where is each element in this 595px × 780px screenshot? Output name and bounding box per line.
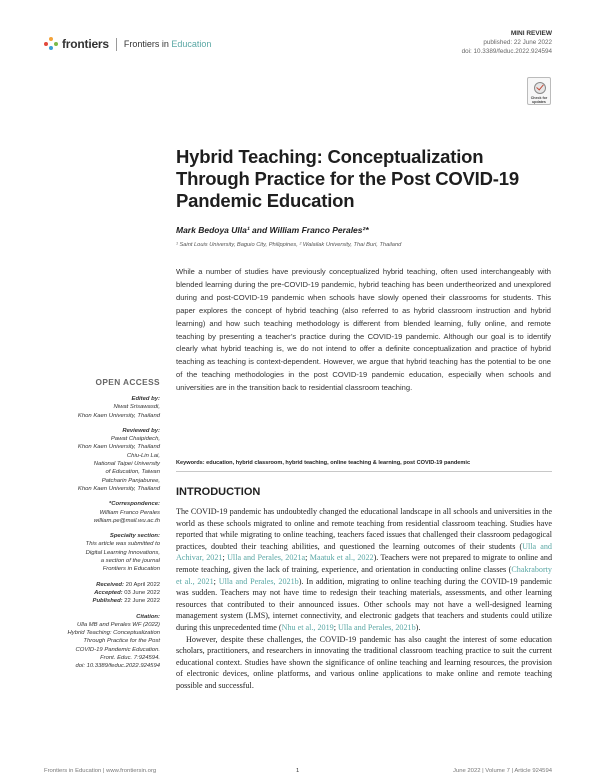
specialty-line: This article was submitted to: [85, 541, 160, 548]
keywords-label: Keywords:: [176, 460, 205, 466]
citation-link[interactable]: Ulla and Achivar, 2021: [176, 541, 552, 563]
footer-volume: June 2022 | Volume 7 | Article 924594: [452, 768, 552, 774]
edited-by-label: Edited by:: [131, 396, 160, 402]
body-text-run: ). In addition, migrating to online teaching during the COVID-19 pandemic was sudden. Teachers may not have time to redesign their teaching materials, assessments, and other learning resources that contributed to their announced issues. Other schools may not have a well-designed learning management system (LMS), internet connectivity, and electronic gadgets that teachers and students could utilize during this unprecedented time (: [176, 576, 553, 632]
citation-line: Hybrid Teaching: Conceptualization: [67, 630, 160, 637]
citation-line: Front. Educ. 7:924594.: [100, 655, 160, 662]
specialty-line: Frontiers in Education: [102, 566, 160, 573]
body-text-run: The COVID-19 pandemic has undoubtedly changed the educational landscape in all schools and universities in the world as these schools migrated to online and remote teaching from residential classroom teaching. Studies have reported that while migrating to online teaching, teachers faced issues that challenged their classroom pedagogical practices, doubted their teaching abilities, and questioned the learning outcomes of their students (: [176, 507, 552, 551]
citation-line: COVID-19 Pandemic Education.: [75, 646, 160, 653]
journal-prefix: Frontiers in: [123, 39, 169, 49]
body-text-run: However, despite these challenges, the COVID-19 pandemic has also caught the interest of some education scholars, practitioners, and researchers in innovating the traditional classroom teaching practice to suit the current educational context. Studies have shown the significance of online teaching and learning resources, the provision of electronic devices, online platforms, and various online applications to make online and remote teaching possible and successful.: [176, 634, 552, 690]
editor-affiliation: Khon Kaen University, Thailand: [77, 412, 160, 419]
paragraph-2: [176, 634, 552, 692]
reviewer-line: National Taipei University: [93, 461, 160, 468]
editor-name: Niwat Srisawasdi,: [113, 404, 160, 411]
article-type: MINI REVIEW: [510, 30, 552, 37]
body-text-run: ). Teachers were not prepared to migrate to online and remote teaching, given the lack of training, experience, and orientation in conducting online classes (: [176, 553, 553, 574]
article-dates: [40, 581, 160, 606]
check-icon: [534, 82, 546, 94]
open-access-label: OPEN ACCESS: [95, 377, 160, 387]
reviewed-by-label: Reviewed by:: [122, 427, 160, 434]
body-text-run: ).: [415, 622, 421, 632]
citation-link[interactable]: Maatuk et al., 2022: [309, 553, 374, 563]
author-list: Mark Bedoya Ulla¹ and William Franco Perales²*: [176, 225, 369, 235]
check-for-updates-label: Check for updates: [530, 96, 548, 104]
published-date-sidebar: Published: 22 June 2022: [92, 598, 160, 605]
article-info-sidebar: [40, 377, 160, 671]
article-title: Hybrid Teaching: Conceptualization Through Practice for the Post COVID-19 Pandemic Education: [176, 146, 519, 211]
reviewer-line: Pawat Chaipidech,: [110, 436, 160, 443]
specialty-section-label: Specialty section:: [109, 533, 160, 540]
article-meta: [462, 29, 552, 56]
citation-line: Ulla MB and Perales WF (2022): [76, 621, 160, 628]
citation-link[interactable]: Ulla and Perales, 2021b: [338, 622, 416, 632]
body-text-run: ;: [213, 576, 219, 586]
reviewer-line: Khon Kaen University, Thailand: [77, 444, 160, 451]
check-for-updates-badge[interactable]: [527, 77, 551, 105]
journal-subject: Education: [171, 39, 212, 49]
citation-label: Citation:: [136, 613, 160, 620]
specialty-line: a section of the journal: [100, 558, 160, 565]
body-text-run: ;: [333, 622, 339, 632]
affiliations: ¹ Saint Louis University, Baguio City, Philippines, ² Walailak University, Thai Buri, Thailand: [176, 242, 402, 248]
article-doi[interactable]: doi: 10.3389/feduc.2022.924594: [461, 48, 552, 55]
reviewer-line: of Education, Taiwan: [105, 469, 160, 476]
citation-link[interactable]: Chakraborty et al., 2021: [176, 564, 552, 586]
citation-link[interactable]: Ulla and Perales, 2021b: [218, 576, 299, 586]
correspondence-label: *Correspondence:: [108, 501, 160, 508]
keywords: [176, 460, 556, 466]
publisher-name: frontiers: [62, 37, 109, 51]
received-date: Received: 20 April 2022: [96, 581, 160, 588]
reviewer-line: Patcharin Panjaburee,: [101, 477, 160, 484]
page-number: 1: [296, 768, 300, 774]
correspondent-name: William Franco Perales: [99, 509, 160, 516]
abstract: While a number of studies have previously conceptualized hybrid teaching, often used interchangeably with blended learning during the pre-COVID-19 pandemic, hybrid teaching has been undertheorized and unexplored during and post-COVID-19 pandemic when schools have slowly opened their classrooms for students. This paper explores the concept of hybrid teaching (also referred to as hybrid classroom instruction and hybrid learning) and how such teaching methodology is different from blended learning, fully online, and remote teaching by presenting a teacher’s practice during the COVID-19 pandemic. Although our goal is to identify clearly what hybrid teaching is, we do not intend to offer a definite conceptualization and practice of hybrid teaching as teaching is context-dependent. However, we argue that hybrid teaching has the potential to be one of the teaching methodologies in the post COVID-19 pandemic education, especially when schools and universities are in the transition back to residential classroom teaching.: [176, 267, 551, 393]
correspondent-email[interactable]: william.pe@mail.wu.ac.th: [93, 517, 160, 524]
reviewer-line: Chiu-Lin Lai,: [126, 452, 160, 459]
publisher-logo[interactable]: [44, 36, 211, 52]
reviewer-line: Khon Kaen University, Thailand: [77, 485, 160, 492]
citation-link[interactable]: Nhu et al., 2019: [281, 622, 334, 632]
section-heading-introduction: INTRODUCTION: [176, 486, 261, 498]
logo-divider: [116, 38, 117, 51]
frontiers-logo-icon: [44, 37, 58, 51]
published-date: published: 22 June 2022: [483, 39, 552, 46]
introduction-body: [176, 506, 552, 692]
body-text-run: ;: [222, 553, 228, 563]
journal-name: [124, 39, 212, 49]
paragraph-1: [176, 506, 552, 634]
citation-link[interactable]: Ulla and Perales, 2021a: [227, 553, 306, 563]
keywords-list: education, hybrid classroom, hybrid teaching, online teaching & learning, post COVID-19 pandemic: [206, 460, 471, 466]
citation-line: Through Practice for the Post: [83, 638, 160, 645]
citation-doi[interactable]: doi: 10.3389/feduc.2022.924594: [75, 663, 160, 670]
specialty-line: Digital Learning Innovations,: [85, 549, 160, 556]
accepted-date: Accepted: 03 June 2022: [94, 589, 160, 596]
footer-journal[interactable]: Frontiers in Education | www.frontiersin.org: [44, 768, 157, 774]
body-text-run: ;: [305, 553, 310, 563]
section-divider: [176, 471, 552, 472]
